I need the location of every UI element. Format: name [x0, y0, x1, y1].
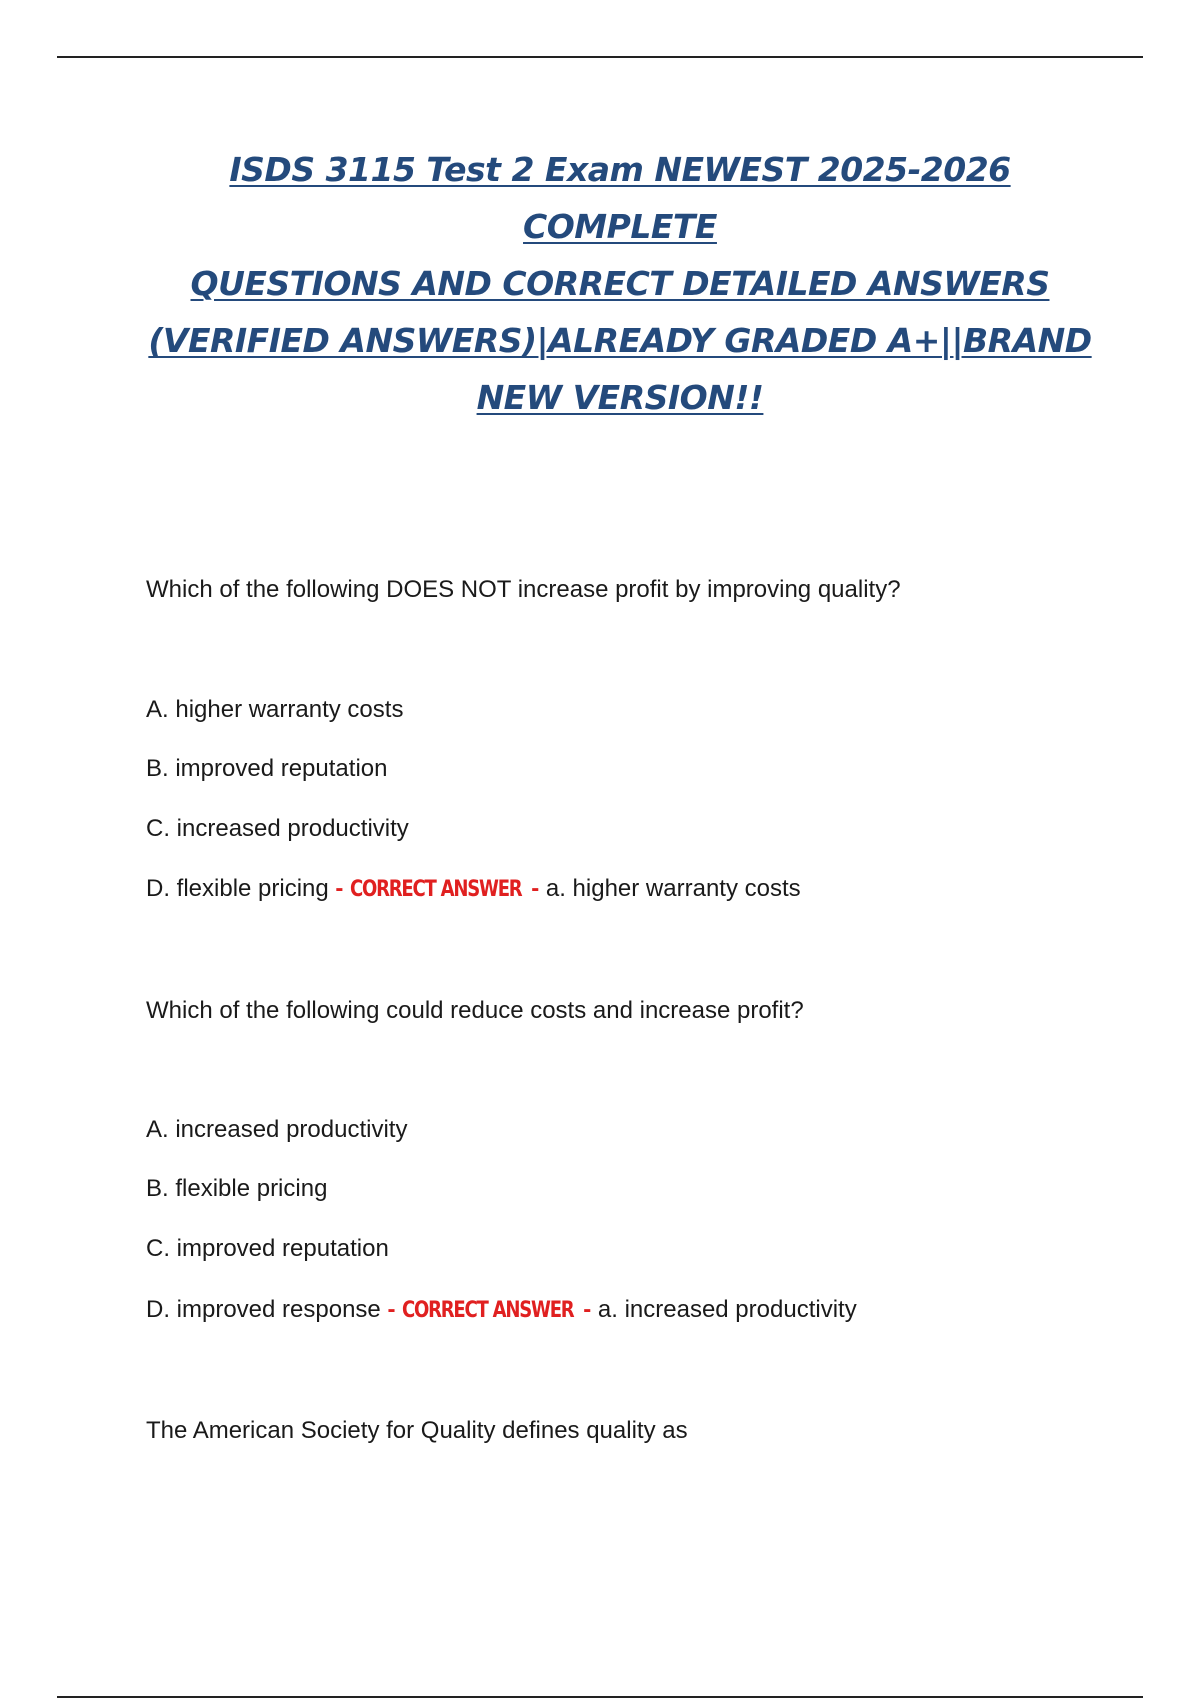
title-line: NEW VERSION!! [476, 378, 764, 417]
question-2-option-c: C. improved reputation [146, 1235, 389, 1262]
title-line: QUESTIONS AND CORRECT DETAILED ANSWERS [190, 264, 1050, 303]
question-3-prompt: The American Society for Quality defines quality as [146, 1417, 688, 1444]
question-2-prompt: Which of the following could reduce costs and increase profit? [146, 997, 804, 1024]
question-2-option-d-line [146, 1295, 857, 1326]
answer-separator: - [335, 875, 344, 902]
correct-answer-text: a. higher warranty costs [545, 875, 801, 902]
question-2-option-d: D. improved response [146, 1296, 381, 1323]
answer-separator: - [387, 1296, 396, 1323]
answer-label-dash: - [583, 1296, 592, 1323]
header-rule [57, 56, 1143, 58]
document-title [140, 141, 1100, 426]
question-2-option-b: B. flexible pricing [146, 1175, 328, 1202]
question-2-option-a: A. increased productivity [146, 1116, 408, 1143]
question-1-prompt: Which of the following DOES NOT increase profit by improving quality? [146, 576, 901, 603]
correct-answer-label: CORRECT ANSWER [350, 877, 522, 902]
correct-answer-label: CORRECT ANSWER [402, 1298, 574, 1323]
question-1-option-c: C. increased productivity [146, 815, 409, 842]
question-1-option-b: B. improved reputation [146, 755, 388, 782]
title-line: ISDS 3115 Test 2 Exam NEWEST 2025-2026 COMPLETE [229, 150, 1011, 246]
footer-rule [57, 1696, 1143, 1698]
title-line: (VERIFIED ANSWERS)|ALREADY GRADED A+||BRAND [148, 321, 1092, 360]
answer-label-dash: - [531, 875, 540, 902]
question-1-option-d: D. flexible pricing [146, 875, 329, 902]
question-1-option-d-line [146, 874, 801, 905]
question-1-option-a: A. higher warranty costs [146, 696, 404, 723]
correct-answer-text: a. increased productivity [597, 1296, 857, 1323]
